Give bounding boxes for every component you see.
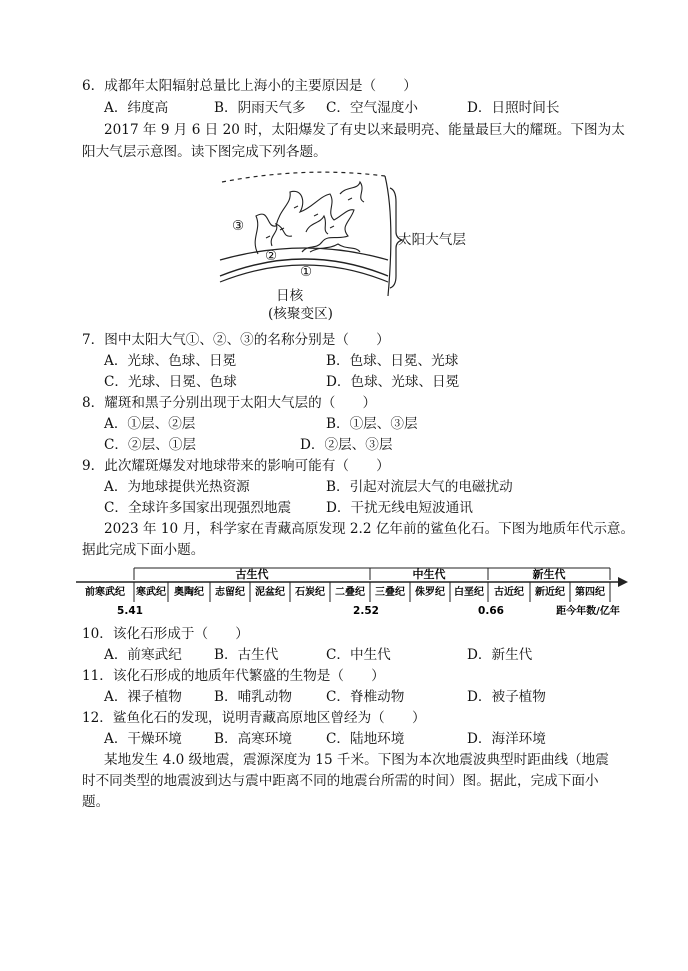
marker-3: ③ <box>232 218 245 234</box>
q12-stem: 12．鲨鱼化石的发现，说明青藏高原地区曾经为（ ） <box>82 710 426 726</box>
period-precambrian: 前寒武纪 <box>85 587 125 598</box>
q12-option-a: A．干燥环境 <box>104 731 182 747</box>
era-label-mesozoic: 中生代 <box>412 568 446 581</box>
era-label-cenozoic: 新生代 <box>532 568 566 581</box>
tick-5-41: 5.41 <box>117 605 143 617</box>
marker-1: ① <box>300 264 313 280</box>
q11-option-d: D．被子植物 <box>467 689 546 705</box>
period-devonian: 泥盆纪 <box>255 587 285 598</box>
q9-option-b: B．引起对流层大气的电磁扰动 <box>326 479 513 495</box>
fossil-intro-line2: 据此完成下面小题。 <box>82 542 205 558</box>
period-triassic: 三叠纪 <box>375 587 405 598</box>
quake-intro-line3: 题。 <box>82 794 110 810</box>
q10-option-d: D．新生代 <box>467 647 533 663</box>
q11-option-c: C．脊椎动物 <box>326 689 405 705</box>
q11-option-a: A．裸子植物 <box>104 689 182 705</box>
period-quaternary: 第四纪 <box>575 587 605 598</box>
q10-stem: 10．该化石形成于（ ） <box>82 626 249 642</box>
period-jurassic: 侏罗纪 <box>415 587 445 598</box>
q7-stem: 7．图中太阳大气①、②、③的名称分别是（ ） <box>82 332 390 348</box>
q9-stem: 9．此次耀斑爆发对地球带来的影响可能有（ ） <box>82 458 390 474</box>
quake-intro-line1: 某地发生 4.0 级地震，震源深度为 15 千米。下图为本次地震波典型时距曲线（地震 <box>104 752 609 768</box>
sun-core-label: 日核 <box>276 288 304 304</box>
q6-option-d: D．日照时间长 <box>467 100 560 116</box>
q10-option-c: C．中生代 <box>326 647 391 663</box>
q8-option-d: D．②层、③层 <box>300 437 393 453</box>
era-label-paleozoic: 古生代 <box>235 568 269 581</box>
period-paleogene: 古近纪 <box>494 587 524 598</box>
q12-option-d: D．海洋环境 <box>467 731 546 747</box>
tick-0-66: 0.66 <box>478 605 504 617</box>
marker-2: ② <box>265 248 278 264</box>
q6-option-a: A．纬度高 <box>104 100 169 116</box>
q9-option-d: D．干扰无线电短波通讯 <box>326 500 473 516</box>
q8-option-c: C．②层、①层 <box>104 437 196 453</box>
q11-stem: 11．该化石形成的地质年代繁盛的生物是（ ） <box>82 668 385 684</box>
period-permian: 二叠纪 <box>335 587 365 598</box>
fossil-intro-line1: 2023 年 10 月，科学家在青藏高原发现 2.2 亿年前的鲨鱼化石。下图为地质年代示意。 <box>104 521 635 537</box>
period-cambrian: 寒武纪 <box>136 587 166 598</box>
axis-label: 距今年数/亿年 <box>556 606 620 617</box>
q7-option-a: A．光球、色球、日冕 <box>104 353 237 369</box>
period-carboniferous: 石炭纪 <box>295 587 325 598</box>
q8-option-b: B．①层、③层 <box>326 416 418 432</box>
q6-option-b: B．阴雨天气多 <box>214 100 306 116</box>
q11-option-b: B．哺乳动物 <box>214 689 292 705</box>
q8-stem: 8．耀斑和黑子分别出现于太阳大气层的（ ） <box>82 395 377 411</box>
q10-option-a: A．前寒武纪 <box>104 647 182 663</box>
q6-stem: 6．成都年太阳辐射总量比上海小的主要原因是（ ） <box>82 78 417 94</box>
q7-option-c: C．光球、日冕、色球 <box>104 374 237 390</box>
q8-option-a: A．①层、②层 <box>104 416 196 432</box>
q10-option-b: B．古生代 <box>214 647 279 663</box>
period-ordovician: 奥陶纪 <box>174 587 204 598</box>
tick-2-52: 2.52 <box>353 605 379 617</box>
q7-option-d: D．色球、光球、日冕 <box>326 374 460 390</box>
q7-option-b: B．色球、日冕、光球 <box>326 353 459 369</box>
q9-option-a: A．为地球提供光热资源 <box>104 479 250 495</box>
period-silurian: 志留纪 <box>215 587 245 598</box>
quake-intro-line2: 时不同类型的地震波到达与震中距离不同的地震台所需的时间）图。据此，完成下面小 <box>82 773 599 789</box>
period-neogene: 新近纪 <box>535 587 565 598</box>
q12-option-b: B．高寒环境 <box>214 731 292 747</box>
period-cretaceous: 白垩纪 <box>454 587 484 598</box>
q6-option-c: C．空气湿度小 <box>326 100 418 116</box>
sun-intro-line2: 阳大气层示意图。读下图完成下列各题。 <box>82 144 327 160</box>
sun-layer-label: 太阳大气层 <box>398 232 466 248</box>
sun-core-sub: (核聚变区) <box>268 306 333 322</box>
geologic-timeline <box>76 564 632 626</box>
q12-option-c: C．陆地环境 <box>326 731 405 747</box>
q9-option-c: C．全球许多国家出现强烈地震 <box>104 500 292 516</box>
sun-intro-line1: 2017 年 9 月 6 日 20 时，太阳爆发了有史以来最明亮、能量最巨大的耀斑。下图为太 <box>104 122 625 138</box>
